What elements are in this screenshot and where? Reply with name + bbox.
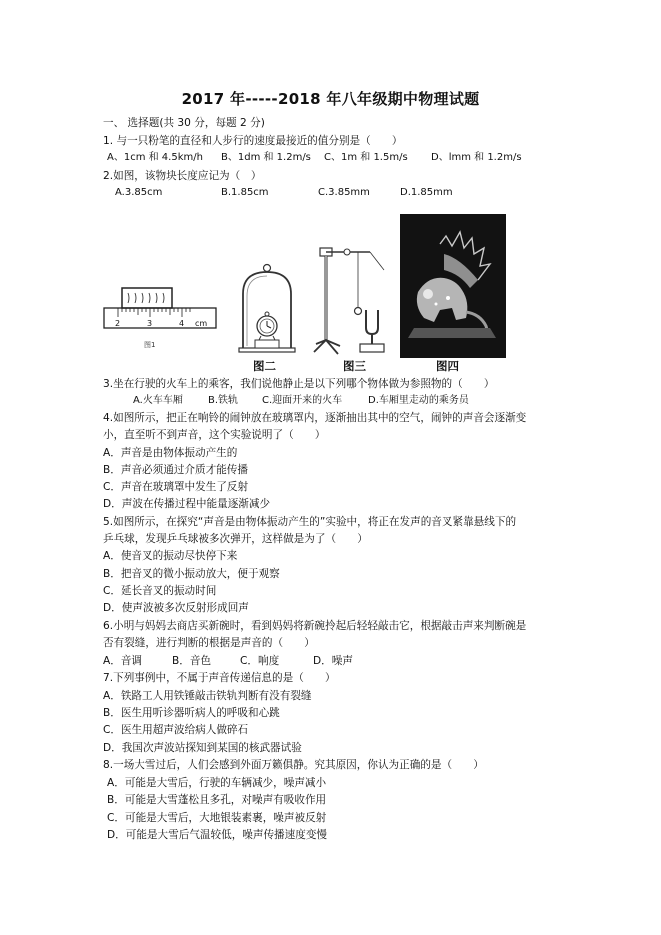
question-5-option-d: D．使声波被多次反射形成回声 xyxy=(103,602,249,614)
question-1-option-b: B、1dm 和 1.2m/s xyxy=(221,152,311,163)
question-3-option-a: A.火车车厢 xyxy=(133,395,183,406)
question-6-option-b: B．音色 xyxy=(172,655,212,667)
question-2-option-c: C.3.85mm xyxy=(318,187,370,198)
ruler-tick-3: 3 xyxy=(147,319,153,328)
question-5-stem-line1: 5.如图所示，在探究“声音是由物体振动产生的”实验中，将正在发声的音叉紧靠悬线下的 xyxy=(103,516,517,528)
question-1-stem: 1. 与一只粉笔的直径和人步行的速度最接近的值分别是（ ） xyxy=(103,135,403,147)
question-7-option-d: D．我国次声波站探知到某国的核武器试验 xyxy=(103,742,302,754)
question-6-option-d: D．噪声 xyxy=(313,655,353,667)
question-3-option-c: C.迎面开来的火车 xyxy=(262,395,343,406)
question-7-stem: 7.下列事例中，不属于声音传递信息的是（ ） xyxy=(103,672,336,684)
question-5-option-b: B．把音叉的微小振动放大，便于观察 xyxy=(103,568,280,580)
question-4-stem-line1: 4.如图所示，把正在响铃的闹钟放在玻璃罩内，逐渐抽出其中的空气，闹钟的声音会逐渐变 xyxy=(103,412,527,424)
question-5-option-a: A．使音叉的振动尽快停下来 xyxy=(103,550,238,562)
question-6-stem-line2: 否有裂缝，进行判断的根据是声音的（ ） xyxy=(103,637,315,649)
fig3-caption: 图三 xyxy=(343,359,366,373)
question-8-option-b: B．可能是大雪蓬松且多孔，对噪声有吸收作用 xyxy=(107,794,327,806)
question-2-option-b: B.1.85cm xyxy=(221,187,269,198)
exam-title: 2017 年-----2018 年八年级期中物理试题 xyxy=(181,90,480,108)
question-3-option-b: B.铁轨 xyxy=(208,395,239,406)
ruler-tick-4: 4 xyxy=(179,319,185,328)
question-7-option-a: A．铁路工人用铁锤敲击铁轨判断有没有裂缝 xyxy=(103,690,312,702)
question-2-stem: 2.如图，该物块长度应记为（ ） xyxy=(103,170,262,182)
question-4-option-a: A．声音是由物体振动产生的 xyxy=(103,447,238,459)
question-7-option-c: C．医生用超声波给病人做碎石 xyxy=(103,724,249,736)
question-8-option-c: C．可能是大雪后，大地银装素裹，噪声被反射 xyxy=(107,812,327,824)
question-3-stem: 3.坐在行驶的火车上的乘客，我们说他静止是以下列哪个物体做为参照物的（ ） xyxy=(103,378,495,390)
fig1-caption: 图1 xyxy=(144,341,156,349)
question-6-option-c: C．响度 xyxy=(240,655,280,667)
question-4-option-d: D．声波在传播过程中能量逐渐减少 xyxy=(103,498,271,510)
question-1-option-d: D、lmm 和 1.2m/s xyxy=(431,152,522,163)
section-heading: 一、 选择题(共 30 分，每题 2 分) xyxy=(103,117,265,129)
question-4-option-b: B．声音必须通过介质才能传播 xyxy=(103,464,248,476)
question-1-option-c: C、1m 和 1.5m/s xyxy=(324,152,408,163)
ice-sculpture-photo xyxy=(400,214,506,358)
question-3-option-d: D.车厢里走动的乘务员 xyxy=(368,395,469,406)
question-5-stem-line2: 乒乓球，发现乒乓球被多次弹开，这样做是为了（ ） xyxy=(103,533,368,545)
question-6-stem-line1: 6.小明与妈妈去商店买新碗时，看到妈妈将新碗拎起后轻轻敲击它，根据敲击声来判断碗是 xyxy=(103,620,527,632)
bell-jar-figure xyxy=(233,262,301,358)
question-1-option-a: A、1cm 和 4.5km/h xyxy=(107,152,203,163)
question-8-stem: 8.一场大雪过后，人们会感到外面万籁俱静。究其原因，你认为正确的是（ ） xyxy=(103,759,484,771)
question-8-option-d: D．可能是大雪后气温较低，噪声传播速度变慢 xyxy=(107,829,328,841)
ruler-unit-cm: cm xyxy=(195,319,208,328)
question-8-option-a: A．可能是大雪后，行驶的车辆减少，噪声减小 xyxy=(107,777,327,789)
ruler-tick-2: 2 xyxy=(115,319,121,328)
question-7-option-b: B．医生用听诊器听病人的呼吸和心跳 xyxy=(103,707,280,719)
question-4-stem-line2: 小，直至听不到声音，这个实验说明了（ ） xyxy=(103,429,326,441)
question-2-option-a: A.3.85cm xyxy=(115,187,163,198)
question-4-option-c: C．声音在玻璃罩中发生了反射 xyxy=(103,481,249,493)
question-2-option-d: D.1.85mm xyxy=(400,187,453,198)
ruler-figure xyxy=(100,285,220,350)
question-6-option-a: A．音调 xyxy=(103,655,143,667)
question-5-option-c: C．延长音叉的振动时间 xyxy=(103,585,217,597)
fig4-caption: 图四 xyxy=(436,359,459,373)
tuning-fork-figure xyxy=(300,240,395,360)
fig2-caption: 图二 xyxy=(253,359,276,373)
